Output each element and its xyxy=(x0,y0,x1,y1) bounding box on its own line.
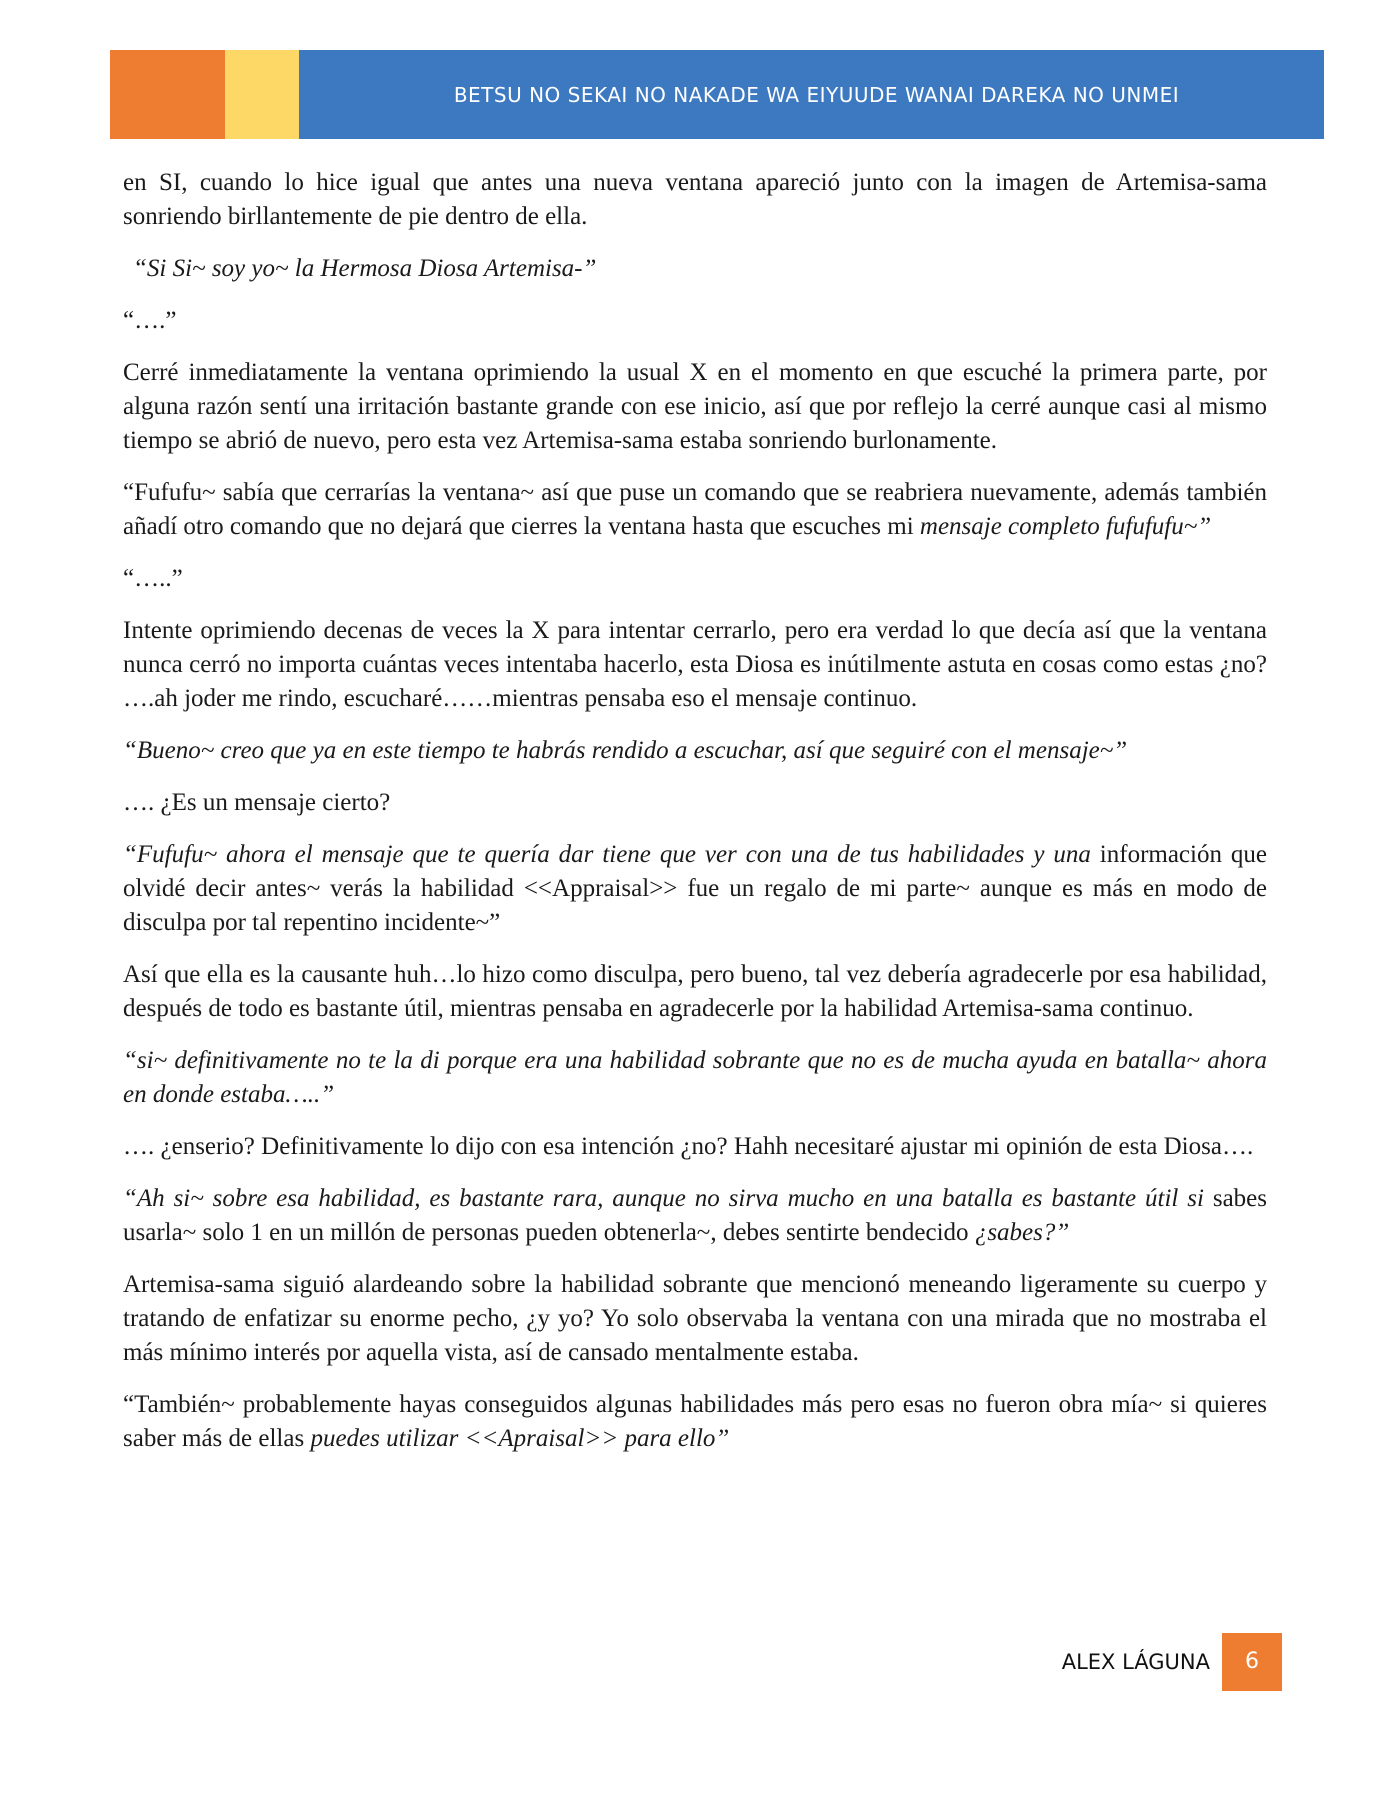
dialogue-text-italic: “Ah si~ sobre esa habilidad, es bastante rara, aunque no sirva mucho en una batalla es bastante útil si xyxy=(123,1185,1213,1212)
dialogue-paragraph xyxy=(123,838,1267,940)
paragraph: Así que ella es la causante huh…lo hizo como disculpa, pero bueno, tal vez debería agradecerle por esa habilidad, después de todo es bastante útil, mientras pensaba en agradecerle por la habilidad Artemisa-sama continuo. xyxy=(123,961,1267,1022)
dialogue-paragraph xyxy=(123,1182,1267,1250)
paragraph: Artemisa-sama siguió alardeando sobre la habilidad sobrante que mencionó meneando ligeramente su cuerpo y tratando de enfatizar su enorme pecho, ¿y yo? Yo solo observaba la ventana con una mirada que no mostraba el más mínimo interés por aquella vista, así de cansado mentalmente estaba. xyxy=(123,1271,1267,1366)
dialogue-text: información que olvidé decir antes~ verás la habilidad <<Appraisal>> fue un regalo de mi parte~ aunque es más en modo de disculpa por tal repentino incidente~” xyxy=(123,841,1267,936)
dialogue-paragraph xyxy=(123,476,1267,544)
page-number: 6 xyxy=(1222,1633,1282,1691)
dialogue-line: “Si Si~ soy yo~ la Hermosa Diosa Artemisa-” xyxy=(133,255,597,282)
paragraph: …. ¿Es un mensaje cierto? xyxy=(123,789,391,816)
dialogue-text-italic: mensaje completo fufufufu~” xyxy=(919,513,1212,540)
dialogue-line: “si~ definitivamente no te la di porque era una habilidad sobrante que no es de mucha ayuda en batalla~ ahora en donde estaba…..” xyxy=(123,1047,1267,1108)
dialogue-text-italic: ¿sabes?” xyxy=(974,1219,1070,1246)
dialogue-line: “….” xyxy=(123,307,177,334)
paragraph: Intente oprimiendo decenas de veces la X para intentar cerrarlo, pero era verdad lo que decía así que la ventana nunca cerró no importa cuántas veces intentaba hacerlo, esta Diosa es inútilmente astuta en cosas como estas ¿no? ….ah joder me rindo, escucharé……mientras pensaba eso el mensaje continuo. xyxy=(123,617,1267,712)
paragraph: …. ¿enserio? Definitivamente lo dijo con esa intención ¿no? Hahh necesitaré ajustar mi opinión de esta Diosa…. xyxy=(123,1133,1254,1160)
dialogue-text-italic: puedes utilizar <<Apraisal>> para ello” xyxy=(310,1425,730,1452)
paragraph: Cerré inmediatamente la ventana oprimiendo la usual X en el momento en que escuché la primera parte, por alguna razón sentí una irritación bastante grande con ese inicio, así que por reflejo la cerré aunque casi al mismo tiempo se abrió de nuevo, pero esta vez Artemisa-sama estaba sonriendo burlonamente. xyxy=(123,359,1267,454)
paragraph: en SI, cuando lo hice igual que antes una nueva ventana apareció junto con la imagen de Artemisa-sama sonriendo birllantemente de pie dentro de ella. xyxy=(123,169,1267,230)
page-body xyxy=(123,166,1267,1474)
page-footer xyxy=(0,1633,1400,1691)
dialogue-text: “Fufufu~ sabía que cerrarías la ventana~ así que puse un comando que se reabriera nuevamente, además también añadí otro comando que no dejará que cierres la ventana hasta que escuches mi xyxy=(123,479,1267,540)
header-orange-block xyxy=(110,50,225,139)
dialogue-line: “…..” xyxy=(123,565,183,592)
header-yellow-block xyxy=(225,50,299,139)
footer-author: ALEX LÁGUNA xyxy=(1061,1650,1210,1674)
header-title: BETSU NO SEKAI NO NAKADE WA EIYUUDE WANAI DAREKA NO UNMEI xyxy=(453,82,1180,107)
dialogue-line: “Bueno~ creo que ya en este tiempo te habrás rendido a escuchar, así que seguiré con el mensaje~” xyxy=(123,737,1128,764)
header-title-bar xyxy=(299,50,1324,139)
page-header xyxy=(110,50,1324,139)
dialogue-text: “También~ probablemente hayas conseguidos algunas habilidades más pero esas no fueron obra mía~ si quieres saber más de ellas xyxy=(123,1391,1267,1452)
dialogue-text-italic: “Fufufu~ ahora el mensaje que te quería dar tiene que ver con una de tus habilidades y una xyxy=(123,841,1100,868)
dialogue-text: sabes usarla~ solo 1 en un millón de personas pueden obtenerla~, debes sentirte bendecido xyxy=(123,1185,1267,1246)
dialogue-paragraph xyxy=(123,1388,1267,1456)
